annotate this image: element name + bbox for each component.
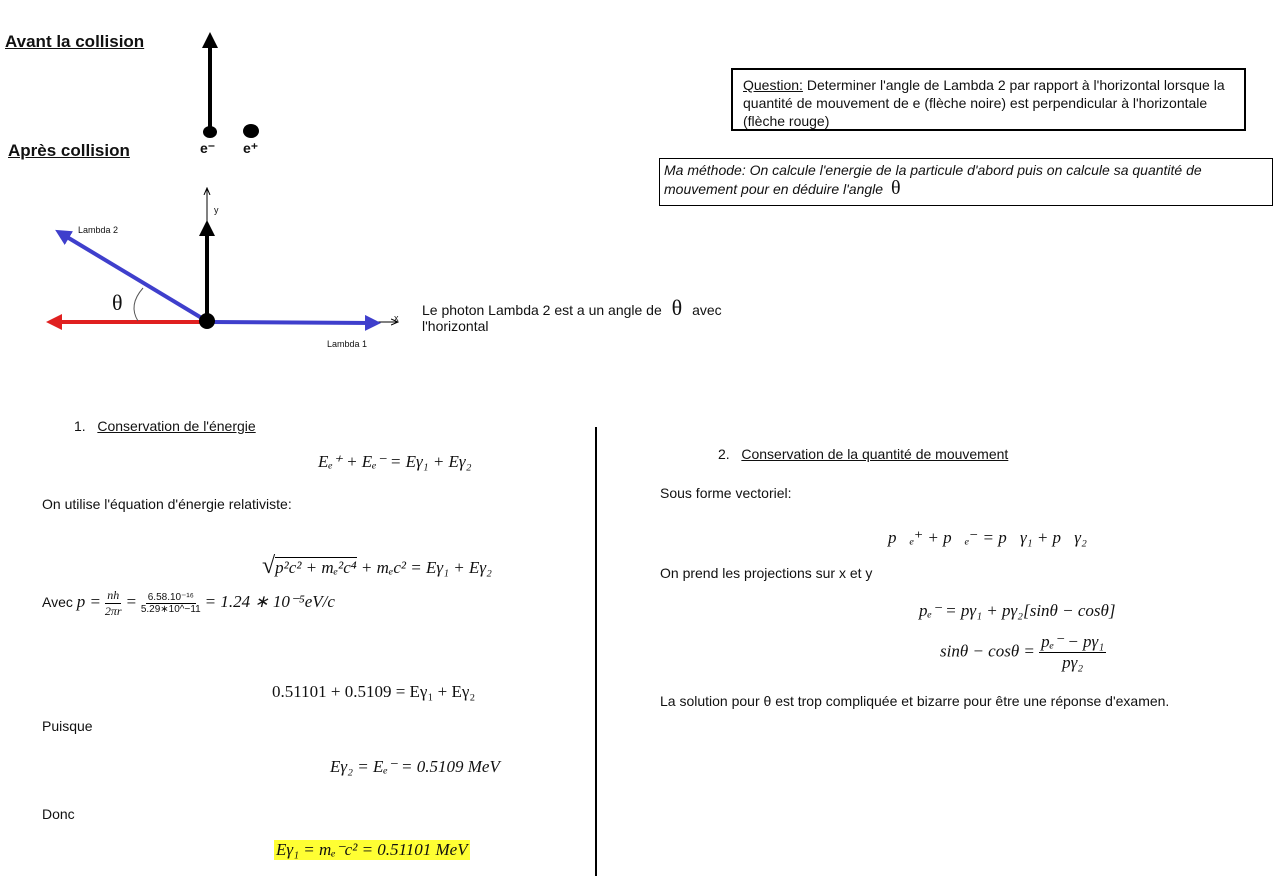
energy-heading	[74, 418, 256, 434]
method-theta: θ	[890, 177, 901, 199]
x-axis-label: x	[394, 313, 399, 323]
heading-text: Conservation de l'énergie	[97, 418, 256, 434]
conclusion-text: La solution pour θ est trop compliquée et bizarre pour être une réponse d'examen.	[660, 693, 1170, 709]
positron-label: e⁺	[243, 140, 259, 156]
positron-dot	[243, 124, 259, 138]
heading-after-collision: Après collision	[8, 141, 130, 160]
collision-diagram	[0, 0, 420, 370]
frac-den: 5.29∗10^−11	[140, 604, 201, 615]
frac-den: pγ₂	[1062, 653, 1084, 672]
energy-text-1: On utilise l'équation d'énergie relativiste:	[42, 496, 292, 512]
p-rhs: = 1.24 ∗ 10⁻⁵eV/c	[204, 592, 335, 612]
column-divider	[595, 427, 597, 876]
energy-equation-3: 0.51101 + 0.5109 = Eγ₁ + Eγ₂	[272, 682, 476, 701]
frac-num: 6.58.10⁻¹⁶	[147, 592, 194, 603]
energy-equation-1: Eₑ⁺ + Eₑ⁻ = Eγ₁ + Eγ₂	[318, 452, 472, 471]
origin-dot	[199, 313, 215, 329]
frac-num: pₑ⁻ − pγ₁	[1041, 632, 1105, 651]
avec-text: Avec	[42, 594, 73, 611]
lambda1-label: Lambda 1	[327, 339, 368, 349]
heading-number: 2.	[718, 446, 730, 462]
lambda1-arrow	[209, 322, 373, 323]
puisque-text: Puisque	[42, 718, 93, 734]
momentum-heading	[718, 446, 1008, 462]
energy-equation-4: Eγ₂ = Eₑ⁻ = 0.5109 MeV	[330, 757, 500, 776]
lambda2-arrow	[62, 234, 205, 320]
before-collision-sketch	[203, 40, 259, 138]
momentum-p-line: Avec p = $\frac{nh}{2\pi r}$ = $\frac{\text{6.58.10⁻¹⁶}}{5.29∗10\^{}-11}$ = 1.24 ∗ 10⁻⁵eV/c	[42, 588, 335, 618]
photon-note-after: avec	[692, 302, 722, 318]
heading-before-collision: Avant la collision	[5, 32, 145, 51]
theta-label: θ	[112, 290, 123, 315]
photon-note-text: Le photon Lambda 2 est a un angle de	[422, 302, 662, 318]
momentum-equation-1: p⃗ₑ⁺ + p⃗ₑ⁻ = p⃗γ₁ + p⃗γ₂	[888, 528, 1087, 547]
question-box	[731, 68, 1246, 131]
y-axis-label: y	[214, 205, 219, 215]
method-text: Ma méthode: On calcule l'energie de la particule d'abord puis on calcule sa quantité de mouvement pour en déduire l'angle	[664, 162, 1202, 197]
heading-text: Conservation de la quantité de mouvement	[741, 446, 1009, 462]
method-box	[659, 158, 1273, 206]
electron-dot	[203, 126, 217, 138]
sqrt-content: p²c² + mₑ²c⁴	[275, 558, 357, 577]
electron-label: e⁻	[200, 140, 216, 156]
after-collision-sketch	[54, 188, 398, 329]
eq2-rest: + mₑc² = Eγ₁ + Eγ₂	[356, 558, 492, 577]
eq3-lhs: sinθ − cosθ =	[940, 641, 1035, 661]
donc-text: Donc	[42, 806, 75, 822]
photon-note-theta: θ	[671, 295, 683, 320]
frac-num: nh	[107, 588, 120, 602]
question-label: Question:	[743, 77, 803, 93]
momentum-equation-2: pₑ⁻ = pγ₁ + pγ₂[sinθ − cosθ]	[919, 601, 1116, 620]
momentum-text-1: Sous forme vectoriel:	[660, 485, 792, 501]
lambda2-label: Lambda 2	[78, 225, 119, 235]
question-text: Determiner l'angle de Lambda 2 par rapport à l'horizontal lorsque la quantité de mouvement de e (flèche noire) est perpendicular à l'horizontale (flèche rouge)	[743, 77, 1225, 129]
energy-result-highlight: Eγ₁ = mₑ⁻c² = 0.51101 MeV	[276, 840, 468, 859]
energy-equation-2: √p²c² + mₑ²c⁴ + mₑc² = Eγ₁ + Eγ₂	[262, 553, 492, 579]
angle-arc	[134, 288, 143, 321]
p-lhs: p =	[76, 592, 101, 612]
heading-number: 1.	[74, 418, 86, 434]
momentum-text-2: On prend les projections sur x et y	[660, 565, 873, 581]
photon-note	[422, 295, 722, 334]
photon-note-line2: l'horizontal	[422, 318, 489, 334]
momentum-equation-3	[940, 632, 1106, 673]
frac-den: 2πr	[104, 604, 122, 618]
